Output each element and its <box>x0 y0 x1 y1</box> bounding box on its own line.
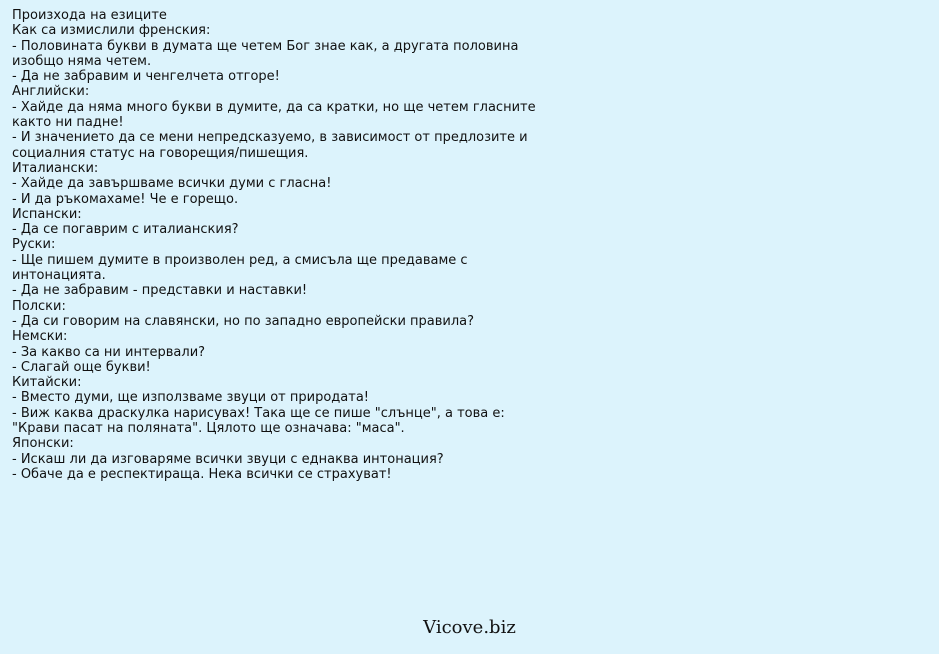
section-heading: Руски: <box>12 237 56 253</box>
section-heading: Италиански: <box>12 160 99 176</box>
section-french <box>12 23 552 84</box>
section-line: - Виж каква драскулка нарисувах! Така ще се пише "слънце", а това е: "Крави пасат на поляната". Цялото ще означава: "маса". <box>12 405 505 437</box>
section-line: - За какво са ни интервали? <box>12 344 206 360</box>
section-line: - Половината букви в думата ще четем Бог знае как, а другата половина изобщо няма четем. <box>12 38 519 69</box>
section-heading: Английски: <box>12 84 90 100</box>
site-footer-watermark: Vicove.biz <box>423 617 516 638</box>
section-russian <box>12 237 552 298</box>
section-line: - Искаш ли да изговаряме всички звуци с еднаква интонация? <box>12 451 444 467</box>
section-chinese <box>12 375 552 436</box>
section-line: - Ще пишем думите в произволен ред, а смисъла ще предаваме с интонацията. <box>12 252 468 284</box>
section-line: - Хайде да завършваме всички думи с гласна! <box>12 176 332 192</box>
section-heading: Китайски: <box>12 375 82 391</box>
section-line: - И да ръкомахаме! Че е горещо. <box>12 191 239 207</box>
section-german <box>12 329 552 375</box>
section-spanish <box>12 207 552 238</box>
section-heading: Немски: <box>12 329 68 345</box>
section-english <box>12 84 552 160</box>
joke-text <box>12 8 552 482</box>
section-italian <box>12 161 552 207</box>
section-line: - Да си говорим на славянски, но по западно европейски правила? <box>12 313 475 329</box>
section-line: - Вместо думи, ще използваме звуци от природата! <box>12 390 369 406</box>
section-line: - И значението да се мени непредсказуемо, в зависимост от предлозите и социалния статус на говорещия/пишещия. <box>12 130 528 161</box>
section-line: - Да не забравим и ченгелчета отгоре! <box>12 69 280 85</box>
section-heading: Полски: <box>12 298 66 314</box>
section-heading: Как са измислили френския: <box>12 23 211 39</box>
section-line: - Да не забравим - представки и наставки! <box>12 283 308 299</box>
section-line: - Хайде да няма много букви в думите, да са кратки, но ще четем гласните както ни падне! <box>12 99 536 131</box>
section-heading: Испански: <box>12 206 82 222</box>
section-line: - Слагай още букви! <box>12 359 151 375</box>
section-line: - Обаче да е респектираща. Нека всички се страхуват! <box>12 466 392 482</box>
section-heading: Японски: <box>12 436 74 452</box>
section-polish <box>12 299 552 330</box>
page-title: Произхода на езиците <box>12 8 167 23</box>
section-line: - Да се погаврим с италианския? <box>12 222 239 238</box>
section-japanese <box>12 436 552 482</box>
